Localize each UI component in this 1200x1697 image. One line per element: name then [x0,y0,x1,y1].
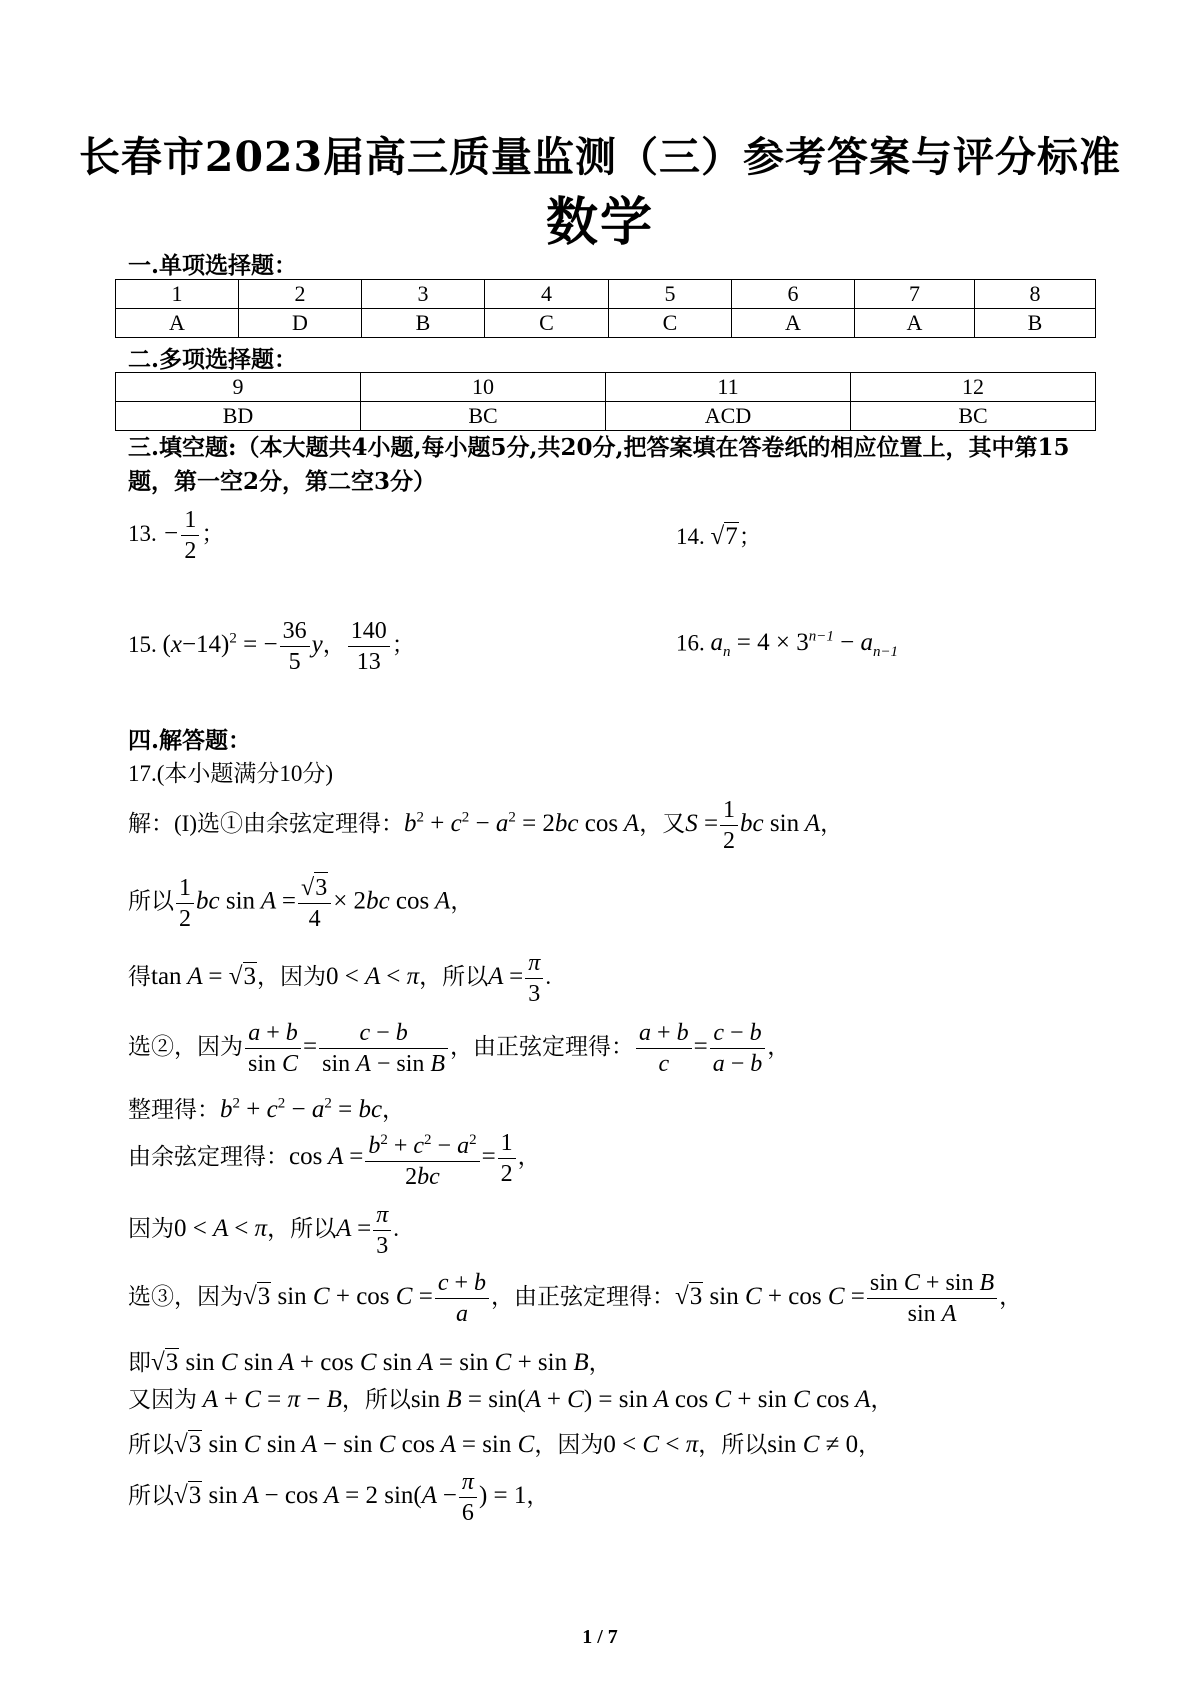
table-row-answers [116,309,1096,338]
question-label: 14. [676,524,705,549]
fraction: $\frac{1}{2}$ [181,505,199,566]
question-number-cell: 10 [361,373,606,402]
section-single-choice-heading: 一.单项选择题： [128,252,298,279]
sqrt: √7 [710,523,738,550]
answer-cell: ACD [606,402,851,431]
answer-q13: 13. − $\frac{1}{2}$ ； [128,507,225,564]
question-label: 15. [128,631,157,657]
solution-line: 选②，因为 $\frac{a + b}{\text{sin C}}$ = $\frac{c - b}{\text{sin A − sin B}}$ ，由正弦定理得： $\frac{a + b}{c}$ = $\frac{c - b}{a - b}$ ， [128,1020,791,1077]
answer-q16: 16. $a_n = 4 \times 3^{n-1} - a_{n-1}$ [676,629,899,661]
question-number-cell: 11 [606,373,851,402]
answer-cell: C [485,309,609,338]
answer-q15: 15. $(x-14)^2$ = − $\frac{36}{5}$ y， $\frac{140}{13}$ ； [128,618,415,675]
question-number-cell: 5 [609,280,732,309]
solution-line: 因为0 < A < π，所以A = $\frac{\pi}{3}$ . [128,1202,400,1259]
answer-cell: BC [361,402,606,431]
solution-line: 整理得：$b^2 + c^2 - a^2$ = bc， [128,1095,406,1123]
question-number-cell: 3 [362,280,485,309]
answer-cell: B [975,309,1096,338]
fraction: $\frac{140}{13}$ [348,616,390,677]
question-number-cell: 8 [975,280,1096,309]
table-row-numbers [116,280,1096,309]
table-row-numbers [116,373,1096,402]
single-choice-answer-table [115,279,1096,338]
answer-cell: C [609,309,732,338]
question-number-cell: 2 [239,280,362,309]
fraction: $\frac{36}{5}$ [280,616,310,677]
solution-line: 得tan A = √3，因为0 < A < π，所以A = $\frac{\pi}{3}$ . [128,950,552,1007]
solution-line: 所以√3 sin C sin A − sin C cos A = sin C，因为0 < C < π，所以sin C ≠ 0， [128,1431,882,1458]
section-multi-choice-heading: 二.多项选择题： [128,346,298,373]
question-number-cell: 1 [116,280,239,309]
solution-line: 解：(I)选①由余弦定理得：$b^2 + c^2 - a^2 = 2bc$ cos A，又S = $\frac{1}{2}$ bc sin A， [128,797,844,854]
section-solution-heading: 四.解答题： [128,727,252,754]
question-number-cell: 9 [116,373,361,402]
solution-line: 由余弦定理得：cos A = $\frac{b^2 + c^2 - a^2}{2bc}$ = $\frac{1}{2}$ ， [128,1125,541,1192]
table-row-answers [116,402,1096,431]
question-number-cell: 4 [485,280,609,309]
document-title: 长春市2023届高三质量监测（三）参考答案与评分标准 [78,133,1122,181]
solution-line: 所以 $\frac{1}{2}$ bc sin A = $\frac{√3}{4}$ × 2bc cos A， [128,872,473,934]
answer-cell: A [855,309,975,338]
question-number-cell: 12 [851,373,1096,402]
subject-title: 数学 [545,192,654,253]
answer-cell: B [362,309,485,338]
question-label: 16. [676,630,705,656]
question-number-cell: 6 [732,280,855,309]
solution-line: 选③，因为√3 sin C + cos C = $\frac{c + b}{a}$ ，由正弦定理得：√3 sin C + cos C = $\frac{\text{sin C + sin B}}{\text{sin A}}$ ， [128,1270,1023,1327]
solution-line: 所以√3 sin A − cos A = 2 sin(A − $\frac{\pi}{6}$ ) = 1， [128,1469,550,1526]
problem-17-title: 17.(本小题满分10分) [128,761,334,786]
answer-cell: A [732,309,855,338]
answer-cell: A [116,309,239,338]
multi-choice-answer-table [115,372,1096,431]
question-label: 13. [128,520,157,546]
section-fill-blank-heading: 三.填空题:（本大题共4小题,每小题5分,共20分,把答案填在答卷纸的相应位置上，其中第15题，第一空2分，第二空3分） [128,434,1070,495]
answer-cell: D [239,309,362,338]
answer-q14: 14. √7； [676,523,762,550]
answer-cell: BC [851,402,1096,431]
answer-cell: BD [116,402,361,431]
solution-line: 又因为 A + C = π − B，所以sin B = sin(A + C) = sin A cos C + sin C cos A， [128,1386,894,1413]
solution-line: 即√3 sin C sin A + cos C sin A = sin C + sin B， [128,1349,612,1376]
page-number: 1 / 7 [582,1626,618,1648]
question-number-cell: 7 [855,280,975,309]
